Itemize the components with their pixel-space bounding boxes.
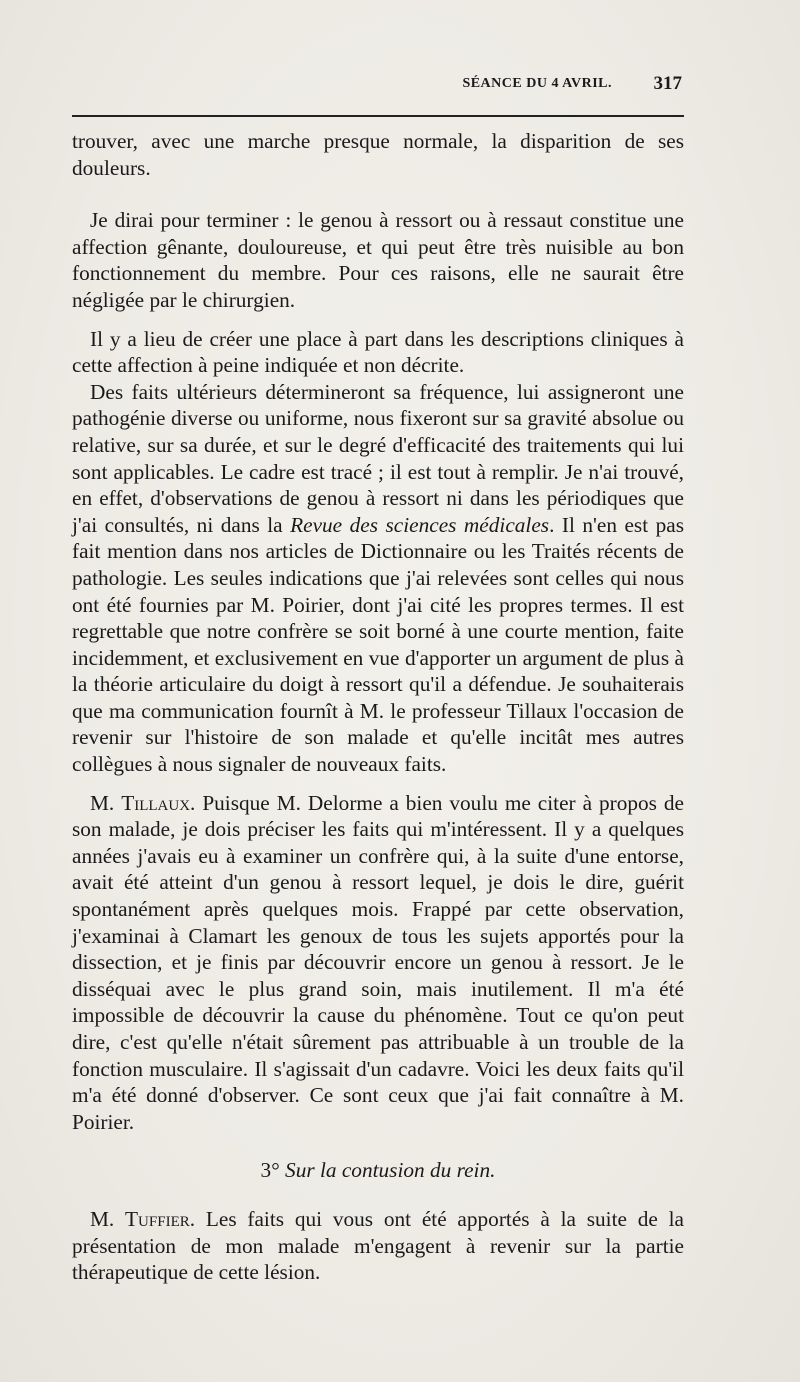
page-header xyxy=(72,73,682,100)
paragraph-text-part: . Les faits qui vous ont été apportés à la suite de la présentation de mon malade m'engagent à revenir sur la partie thérapeutique de cette lésion. xyxy=(72,1206,684,1285)
body-text xyxy=(72,128,684,1286)
paragraph-conclusion: Je dirai pour terminer : le genou à ressort ou à ressaut constitue une affection gênante, douloureuse, et qui peut être très nuisible au bon fonctionnement du membre. Pour ces raisons, elle ne saurait être négligée par le chirurgien. xyxy=(72,208,684,312)
running-head: SÉANCE DU 4 AVRIL. xyxy=(462,76,612,91)
header-rule xyxy=(72,115,684,117)
section-title: Sur la contusion du rein. xyxy=(285,1158,496,1183)
paragraph-future-facts xyxy=(72,379,684,778)
speaker-prefix: M. xyxy=(90,790,122,815)
section-number: 3° xyxy=(260,1158,286,1183)
paragraph-text-part: Des faits ultérieurs détermineront sa fréquence, lui assigneront une pathogénie diverse ou uniforme, nous fixeront sur sa gravité absolue ou relative, sur sa durée, et sur le degré d'efficacité des traitements qui lui sont applicables. Le cadre est tracé ; il est tout à remplir. Je n'ai trouvé, en effet, d'observations de genou à ressort ni dans les périodiques que j'ai consultés, ni dans la xyxy=(72,379,684,537)
page-number: 317 xyxy=(653,73,682,94)
paragraph-text-part: . Il n'en est pas fait mention dans nos articles de Dictionnaire ou les Traités récents de pathologie. Les seules indications que j'ai relevées sont celles qui nous ont été fournies par M. Poirier, dont j'ai cité les propres termes. Il est regrettable que notre confrère se soit borné à une courte mention, faite incidemment, et exclusivement en vue d'apporter un argument de plus à la théorie articulaire du doigt à ressort qu'il a défendue. Je souhaiterais que ma communication fournît à M. le professeur Tillaux l'occasion de revenir sur l'histoire de son malade et qu'elle incitât mes autres collègues à nous signaler de nouveaux faits. xyxy=(72,512,684,777)
paragraph-text-part: . Puisque M. Delorme a bien voulu me citer à propos de son malade, je dois préciser les faits qui m'intéressent. Il y a quelques années j'avais eu à examiner un confrère qui, à la suite d'une entorse, avait été atteint d'un genou à ressort lequel, je dois le dire, guérit spontanément après quelques mois. Frappé par cette observation, j'examinai à Clamart les genoux de tous les sujets apportés pour la dissection, et je finis par découvrir encore un genou à ressort. Je le disséquai avec le plus grand soin, mais inutilement. Il m'a été impossible de découvrir la cause du phénomène. Tout ce qu'on peut dire, c'est qu'elle n'était sûrement pas attribuable à un trouble de la fonction musculaire. Il s'agissait d'un cadavre. Voici les deux faits qu'il m'a été donné d'observer. Ce sont ceux que j'ai fait connaître à M. Poirier. xyxy=(72,790,684,1134)
paragraph-description: Il y a lieu de créer une place à part dans les descriptions cliniques à cette affection à peine indiquée et non décrite. xyxy=(72,326,684,378)
speaker-name: Tillaux xyxy=(121,790,191,815)
paragraph-continued: trouver, avec une marche presque normale, la disparition de ses douleurs. xyxy=(72,129,684,180)
section-heading xyxy=(72,1157,684,1184)
paragraph-tillaux xyxy=(72,790,684,1136)
journal-title: Revue des sciences médicales xyxy=(290,512,550,537)
speaker-prefix: M. xyxy=(90,1206,126,1231)
paragraph-tuffier xyxy=(72,1206,684,1286)
speaker-name: Tuffier xyxy=(125,1206,190,1231)
